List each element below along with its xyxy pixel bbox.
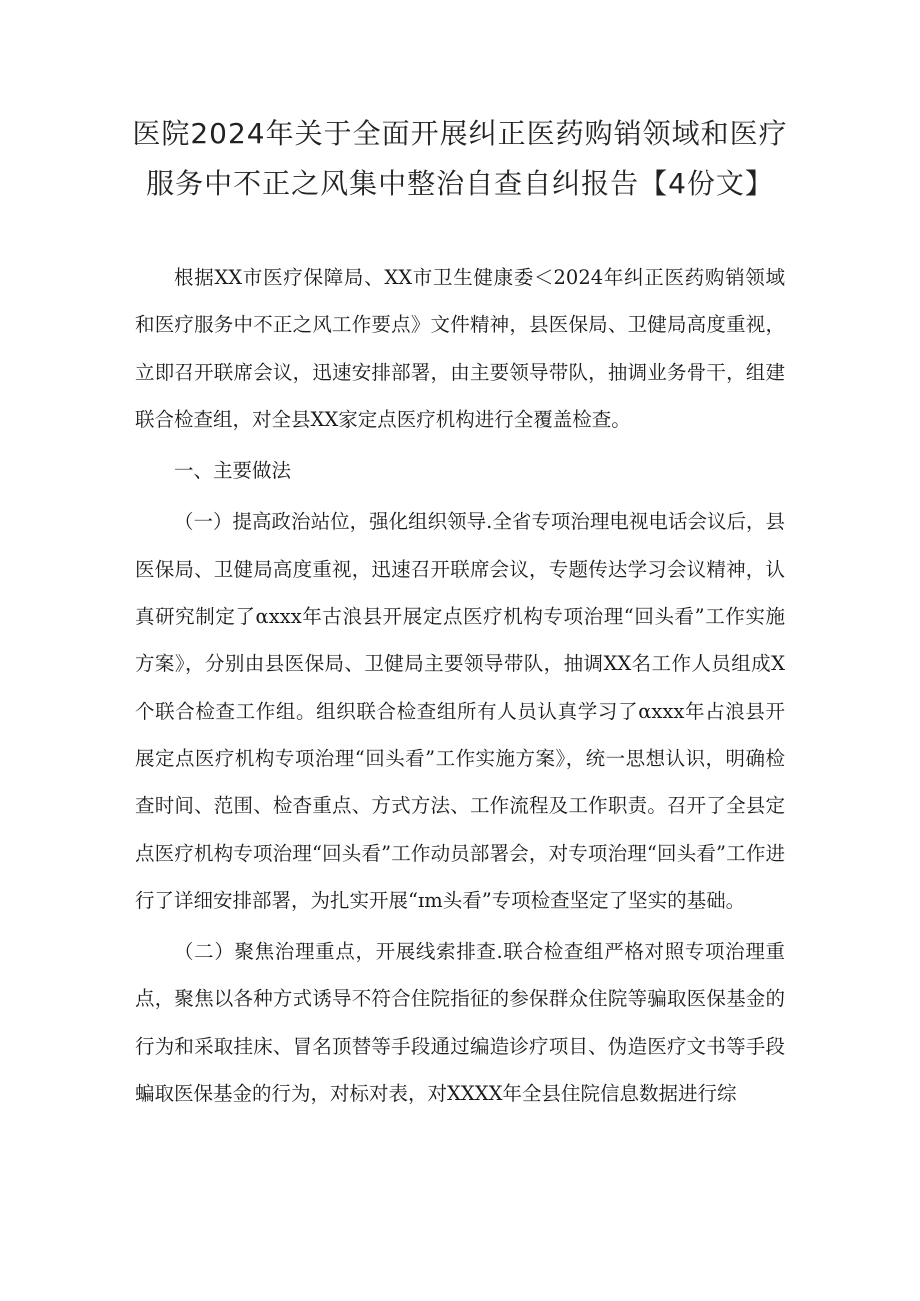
section-heading-main-practices: 一、主要做法 — [174, 459, 292, 483]
intro-paragraph: 根据XX市医疗保障局、XX市卫生健康委＜2024年纠正医药购销领域和医疗服务中不正之风工作要点》文件精神，县医保局、卫健局高度重视，立即召开联席会议，迅速安排部署，由主要领导带队，抽调业务骨干，组建联合检查组，对全县XX家定点医疗机构进行全覆盖检查。 — [135, 266, 785, 431]
item-1-paragraph: （一）提高政治站位，强化组织领导.全省专项治理电视电话会议后，县医保局、卫健局高度重视，迅速召开联席会议，专题传达学习会议精神，认真研究制定了αxxx年古浪县开展定点医疗机构专项治理“回头看”工作实施方案》，分别由县医保局、卫健局主要领导带队，抽调XX名工作人员组成X个联合检查工作组。组织联合检查组所有人员认真学习了αxxx年占浪县开展定点医疗机构专项治理“回头看”工作实施方案》，统一思想认识，明确检查时间、范围、检杳重点、方式方法、工作流程及工作职责。召开了全县定点医疗机构专项治理“回头看”工作动员部署会，对专项治理“回头看”工作进行了详细安排部署，为扎实开展“ɪm头看”专项检查坚定了坚实的基础。 — [135, 510, 785, 912]
document-title-line-2: 服务中不正之风集中整治自查自纠报告【4份文】 — [146, 167, 774, 200]
item-2-paragraph: （二）聚焦治理重点，开展线索排查.联合检查组严格对照专项治理重点，聚焦以各种方式诱导不符合住院指征的参保群众住院等骗取医保基金的行为和采取挂床、冒名顶替等手段通过编造诊疗项目、伪造医疗文书等手段蝙取医保基金的行为，对标对表，对XXXX年全县住院信息数据进行综 — [135, 940, 785, 1106]
document-title-line-1: 医院2024年关于全面开展纠正医药购销领域和医疗 — [132, 117, 788, 150]
document-body — [135, 254, 785, 1117]
